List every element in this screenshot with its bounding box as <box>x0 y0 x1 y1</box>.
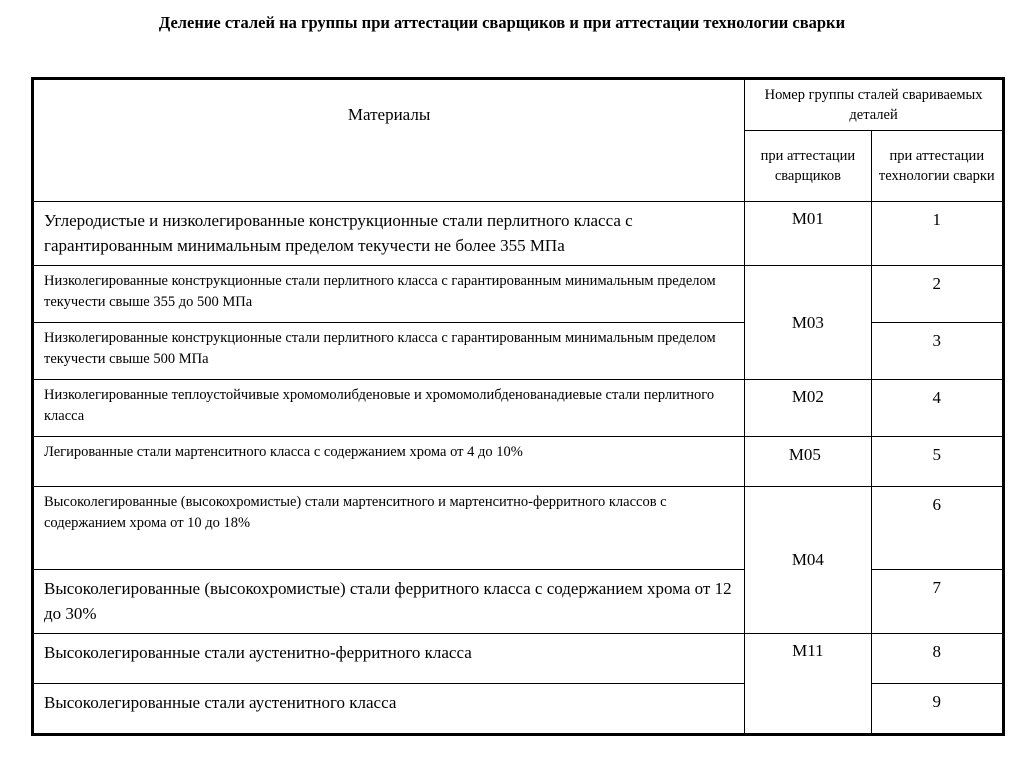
header-technology: при аттестации технологии сварки <box>871 131 1003 202</box>
table-header-row <box>33 79 1004 131</box>
tech-group-cell: 2 <box>871 266 1003 323</box>
welder-group-cell: М04 <box>745 487 871 634</box>
header-group-number: Номер группы сталей свариваемых деталей <box>745 79 1004 131</box>
welder-group-cell: М02 <box>745 380 871 437</box>
welder-group-cell: М05 <box>745 437 871 487</box>
page-title: Деление сталей на группы при аттестации сварщиков и при аттестации технологии сварки <box>158 13 846 32</box>
material-cell: Легированные стали мартенситного класса с содержанием хрома от 4 до 10% <box>33 437 745 487</box>
table-row <box>33 202 1004 266</box>
material-cell: Углеродистые и низколегированные конструкционные стали перлитного класса с гарантированным минимальным пределом текучести не более 355 МПа <box>33 202 745 266</box>
material-cell: Низколегированные конструкционные стали перлитного класса с гарантированным минимальным пределом текучести свыше 355 до 500 МПа <box>33 266 745 323</box>
welder-group-cell: М11 <box>745 634 871 735</box>
welder-group-cell: М03 <box>745 266 871 380</box>
material-cell: Высоколегированные (высокохромистые) стали ферритного класса с содержанием хрома от 12 до 30% <box>33 570 745 634</box>
table-row <box>33 487 1004 570</box>
header-welders: при аттестации сварщиков <box>745 131 871 202</box>
tech-group-cell: 5 <box>871 437 1003 487</box>
steel-groups-table <box>31 77 1005 736</box>
tech-group-cell: 1 <box>871 202 1003 266</box>
table-row <box>33 380 1004 437</box>
material-cell: Высоколегированные (высокохромистые) стали мартенситного и мартенситно-ферритного классов с содержанием хрома от 10 до 18% <box>33 487 745 570</box>
material-cell: Низколегированные теплоустойчивые хромомолибденовые и хромомолибденованадиевые стали перлитного класса <box>33 380 745 437</box>
tech-group-cell: 6 <box>871 487 1003 570</box>
material-cell: Высоколегированные стали аустенитного класса <box>33 684 745 735</box>
table-row <box>33 266 1004 323</box>
welder-group-cell: М01 <box>745 202 871 266</box>
material-cell: Низколегированные конструкционные стали перлитного класса с гарантированным минимальным пределом текучести свыше 500 МПа <box>33 323 745 380</box>
tech-group-cell: 7 <box>871 570 1003 634</box>
tech-group-cell: 8 <box>871 634 1003 684</box>
material-cell: Высоколегированные стали аустенитно-ферритного класса <box>33 634 745 684</box>
table-row <box>33 634 1004 684</box>
header-materials: Материалы <box>33 79 745 202</box>
tech-group-cell: 3 <box>871 323 1003 380</box>
tech-group-cell: 9 <box>871 684 1003 735</box>
tech-group-cell: 4 <box>871 380 1003 437</box>
table-row <box>33 437 1004 487</box>
